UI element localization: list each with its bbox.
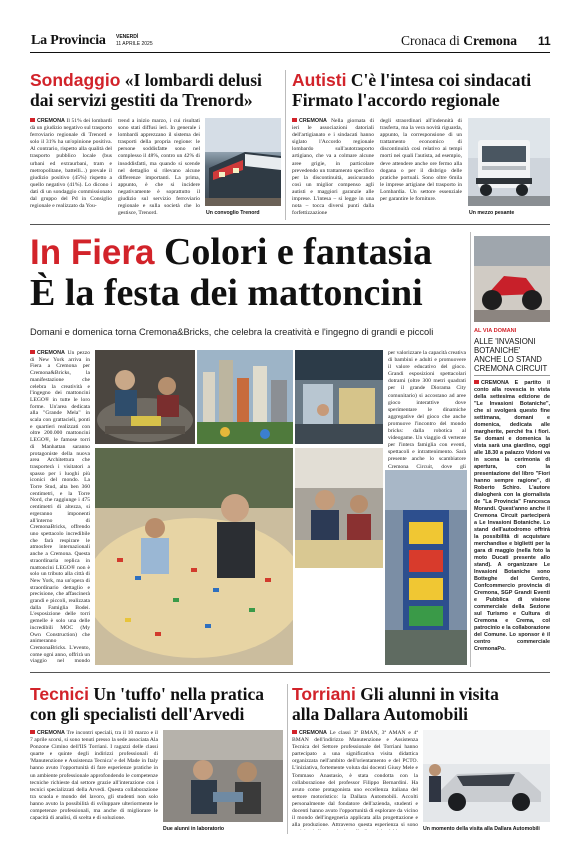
trenord-headline-line2: dai servizi gestiti da Trenord» <box>30 90 253 110</box>
fiera-photo-kids-table <box>295 448 383 568</box>
torriani-kicker: Torriani <box>292 684 356 704</box>
fiera-photo-kids-building <box>95 350 195 444</box>
tecnici-headline <box>30 684 264 724</box>
fiera-headline-line1: Colori e fantasia <box>163 231 433 273</box>
torriani-col1 <box>292 730 418 830</box>
sidebar-title-line4: CREMONA CIRCUIT <box>474 364 548 373</box>
section-title <box>401 33 517 49</box>
masthead-day: VENERDÌ <box>116 34 139 40</box>
trenord-city: CREMONA <box>30 118 65 124</box>
newspaper-logo: La Provincia <box>31 33 106 48</box>
masthead-rule <box>30 52 550 53</box>
fiera-headline-line2: È la festa dei mattoncini <box>30 272 423 314</box>
trenord-col2: trend a inizio marzo, i cui risultati sono stati diffusi ieri. In generale i lombardi apprezzano il sistema dei trasporti della propria regione: le persone soddisfatte sono nel complesso il 48%, contro un 42% di insoddisfatti, ma quando si scende nel dettaglio si rilevano alcune differenze importanti. La prima, appunto, è che si incidere negativamente è soprattutto il giudizio sul servizio ferroviario regionale e sulla società che lo gestisce, Trenord. <box>118 118 200 217</box>
tecnici-caption: Due alunni in laboratorio <box>163 826 225 832</box>
autisti-col1-text: Nella giornata di ieri le associazioni datoriali dell'artigianato e i sindacati hanno siglato l'Accordo regionale lombardo sull'autotrasporto artigiano, che va a colmare alcune aree grigie, in particolare prevedendo un trattamento specifico per la discontinuità, assicurando così un miglior compenso agli autisti e maggiori garanzie alle imprese. L'intesa – si legge in una nota – tocca diversi punti dalla forfettizzazione <box>292 118 374 217</box>
section-city: Cremona <box>463 33 517 48</box>
fiera-photo-lego-pool <box>95 448 293 665</box>
autisti-col1 <box>292 118 374 220</box>
sidebar-city: CREMONA <box>474 380 509 386</box>
section-rule-1 <box>30 224 550 225</box>
sidebar-divider <box>470 232 471 667</box>
autisti-headline <box>292 70 531 110</box>
sidebar-kicker: AL VIA DOMANI <box>474 328 517 334</box>
section-rule-2 <box>30 672 550 673</box>
fiera-headline <box>30 232 470 313</box>
autisti-col2: degli straordinari all'indennità di trasferta, ma la vera novità riguarda, appunto, la corresponsione di un trattamento economico di discontinuità così relativo ai tempi morti nei quali l'autista, ad esempio, deve attendere anche ore fermo alla dogana o per il disbrigo delle pratiche portuali. Sono oltre 6mila le imprese artigiane del trasporto in Lombardia. Un settore essenziale per garantire le forniture. <box>380 118 462 203</box>
trenord-headline-line1: «I lombardi delusi <box>124 70 262 90</box>
fiera-subhead: Domani e domenica torna Cremona&Bricks, che celebra la creatività e l'ingegno di grandi e piccoli <box>30 327 434 337</box>
fiera-photo-lego-city <box>197 350 293 444</box>
trenord-photo <box>205 118 281 206</box>
fiera-photo-pace-lego <box>385 470 467 665</box>
autisti-kicker: Autisti <box>292 70 347 90</box>
sidebar-body <box>474 380 550 667</box>
tecnici-headline-line2: con gli specialisti dell'Arvedi <box>30 704 245 724</box>
torriani-city: CREMONA <box>292 730 327 736</box>
sidebar-rule <box>474 375 550 376</box>
autisti-headline-line1: C'è l'intesa coi sindacati <box>350 70 532 90</box>
trenord-headline <box>30 70 262 110</box>
page-number: 11 <box>538 34 551 48</box>
fiera-kicker: In Fiera <box>30 233 155 272</box>
fiera-col1 <box>30 350 90 665</box>
autisti-caption: Un mezzo pesante <box>469 210 515 216</box>
sidebar-text: È partito il conto alla rovescia in vista della settesima edizione de "Le Invasioni Botaniche", che si svolgerà questo fine settimana, domani e domenica, dedicata alle margherite, perché fra i fiori. Se domani e domenica la vista sarà una giardino, oggi alle 18.30 a palazzo Vidoni va in scena la cerimonia di apertura, con la presentazione del libro "Fiori hanno sempre ragione", di Roberto Schiro. L'autore dialogherà con la giornalista de "La Provincia" Francesca Morandi. Quest'anno anche il Cremona Circuit parteciperà a Le Invasioni Botaniche. Lo stand dell'autodromo offrirà la possibilità di acquistare merchandise e biglietti per la gara di maggio (nella foto la moto Ducati presente allo stand). A organizzare Le Invasioni Botaniche sono Botteghe del Centro, Confcommercio provincia di Cremona, SGP Grandi Eventi e Pubblica di visione commerciale della Sezione sul Turismo e Cultura di Cremona e Crema, col patrocinio e la collaborazione del Comune. Lo sponsor è il centro commerciale CremonaPo. <box>474 380 550 652</box>
tecnici-headline-line1: Un 'tuffo' nella pratica <box>93 684 265 704</box>
torriani-caption: Un momento della visita alla Dallara Automobili <box>423 826 540 832</box>
tecnici-kicker: Tecnici <box>30 684 90 704</box>
autisti-headline-line2: Firmato l'accordo regionale <box>292 90 500 110</box>
sidebar-title-line1: ALLE 'INVASIONI <box>474 337 536 346</box>
section-prefix: Cronaca di <box>401 33 460 48</box>
fiera-city: CREMONA <box>30 350 65 356</box>
bottom-column-divider <box>287 684 288 834</box>
fiera-col2: per valorizzare la capacità creativa di bambini e adulti e promuovere il valore educativo del gioco. Grandi esposizioni spettacolari dotrami (oltre 300 metri quadrati per il grande Diorama City comunitario) si accostano ad aree gioco interattive dove sperimentare le dinamiche aggregative del gioco che anche promuove l'incontro del mondo bricks: dalla robotica al videogame. Un viaggio di vertente per l'intera famiglia con eventi, spettacoli e intrattenimento. Sarà presente anche lo scambiatore Cremona Circuit, dove gli <box>388 350 466 470</box>
trenord-col1 <box>30 118 112 220</box>
tecnici-col1 <box>30 730 158 830</box>
torriani-col1-text: Le classi 3ª BMAN, 3ª AMAN e 4ª BMAN dell'indirizzo Manutenzione e Assistenza Tecnica del Settore professionale del Torriani hanno partecipato a una significativa visita didattica organizzata nell'ambito dell'orientamento e del PCTO. L'iniziativa, fortemente voluta dai docenti Giusy Mele e Tommaso Anastasio, è stata condotta con la collaborazione del professor Filippo Bernardini. Ha avuto come protagonista uno eccellenza italiana del settore motoristico: la Dallara Automobili. Accolti personalmente dal fondatore dell'azienda, studenti e docenti hanno avuto l'opportunità di esplorare da vicino il mondo dell'ingegneria applicata alla progettazione e alla produzione. Attraverso questa esperienza si sono <box>292 730 418 829</box>
fiera-col1-text: Un pezzo di New York arriva in Fiera a Cremona per Cremona&Bricks, la manifestazione che celebra la creatività e l'ingegno dei mattoncini LEGO® in tutte le loro forme. Un'area dedicata alla "Grande Mela" in scala con grattacieli, ponti e quartieri realizzati con oltre 200.000 mattoncini LEGO®, le famose torri di Manhattan saranno protagoniste della nuova area Architettura che trasporterà i visitatori a spasso per i luoghi più iconici del mondo. La Torre Stud, alta ben 360 centimetri, e la Torre Nord, che raggiunge i 475 centimetri di altezza, si ergeranno imponenti all'interno di CremonaBricks, offrendo uno spettacolo incredibile che farà respirare le atmosfere internazionali anche a Cremona. Questa straordinaria replica in mattoncini LEGO® non è solo un tributo alla città di New York, ma un'opera di straordinario dettaglio e precisione, che affascinerà grandi e piccoli, realizzata dalla Famiglia Bodei. L'esposizione delle torri gemelle è solo una delle incredibili MOC (My Own Construction) che animeranno CremonaBricks. L'evento, come ogni anno, offrirà un viaggio nel mondo <box>30 350 90 665</box>
sidebar-title-line3: ANCHE LO STAND <box>474 355 542 364</box>
autisti-city: CREMONA <box>292 118 327 124</box>
column-divider <box>285 70 286 220</box>
trenord-kicker: Sondaggio <box>30 70 121 90</box>
tecnici-photo <box>163 730 283 822</box>
fiera-photo-stand <box>295 350 383 444</box>
masthead-date: 11 APRILE 2025 <box>116 41 153 47</box>
tecnici-col1-text: Tre incontri speciali, tra il 10 marzo e il 7 aprile scorsi, si sono tenuti presso la sede associata Ala Ponzone Cimino dell'IIS Torriani. I ragazzi delle classi quarte e quinte degli indirizzi professionali di 'Manutenzione e Assistenza Tecnica' e del Made in Italy hanno avuto l'opportunità di fare esperienze pratiche in un ambiente professionale approfondendo le competenze tecniche richieste dal settore grazie all'interazione con i tecnici specializzati della Arvedi. Questa collaborazione tra scuola e mondo del lavoro, gli studenti non solo hanno avuto la possibilità di sviluppare ulteriormente le competenze professionali, ma anche di migliorare le capacità di analisi, di scelta e di soluzione. <box>30 730 158 822</box>
torriani-headline-line2: alla Dallara Automobili <box>292 704 468 724</box>
torriani-headline-line1: Gli alunni in visita <box>360 684 499 704</box>
trenord-caption: Un convoglio Trenord <box>206 210 260 216</box>
trenord-col1-text: Il 51% dei lombardi dà un giudizio negativo sul trasporto ferroviario regionale di Trenord e solo il 31% ha un'opinione positiva. Al contrario, rispetto alla qualità del trasporto pubblico locale (bus urbani ed extraurbani, tram e metropolitane, battelli...) prevale il giudizio positivo (45%) rispetto a quello negativo (41%). Lo dicono i dati di un sondaggio commissionato dal gruppo del Pd in Consiglio regionale e realizzato da You- <box>30 118 112 210</box>
sidebar-photo-moto <box>474 236 550 322</box>
sidebar-title <box>474 337 547 373</box>
torriani-headline <box>292 684 499 724</box>
torriani-photo <box>423 730 550 822</box>
tecnici-city: CREMONA <box>30 730 65 736</box>
sidebar-title-line2: BOTANICHE' <box>474 346 521 355</box>
autisti-photo <box>468 118 550 206</box>
